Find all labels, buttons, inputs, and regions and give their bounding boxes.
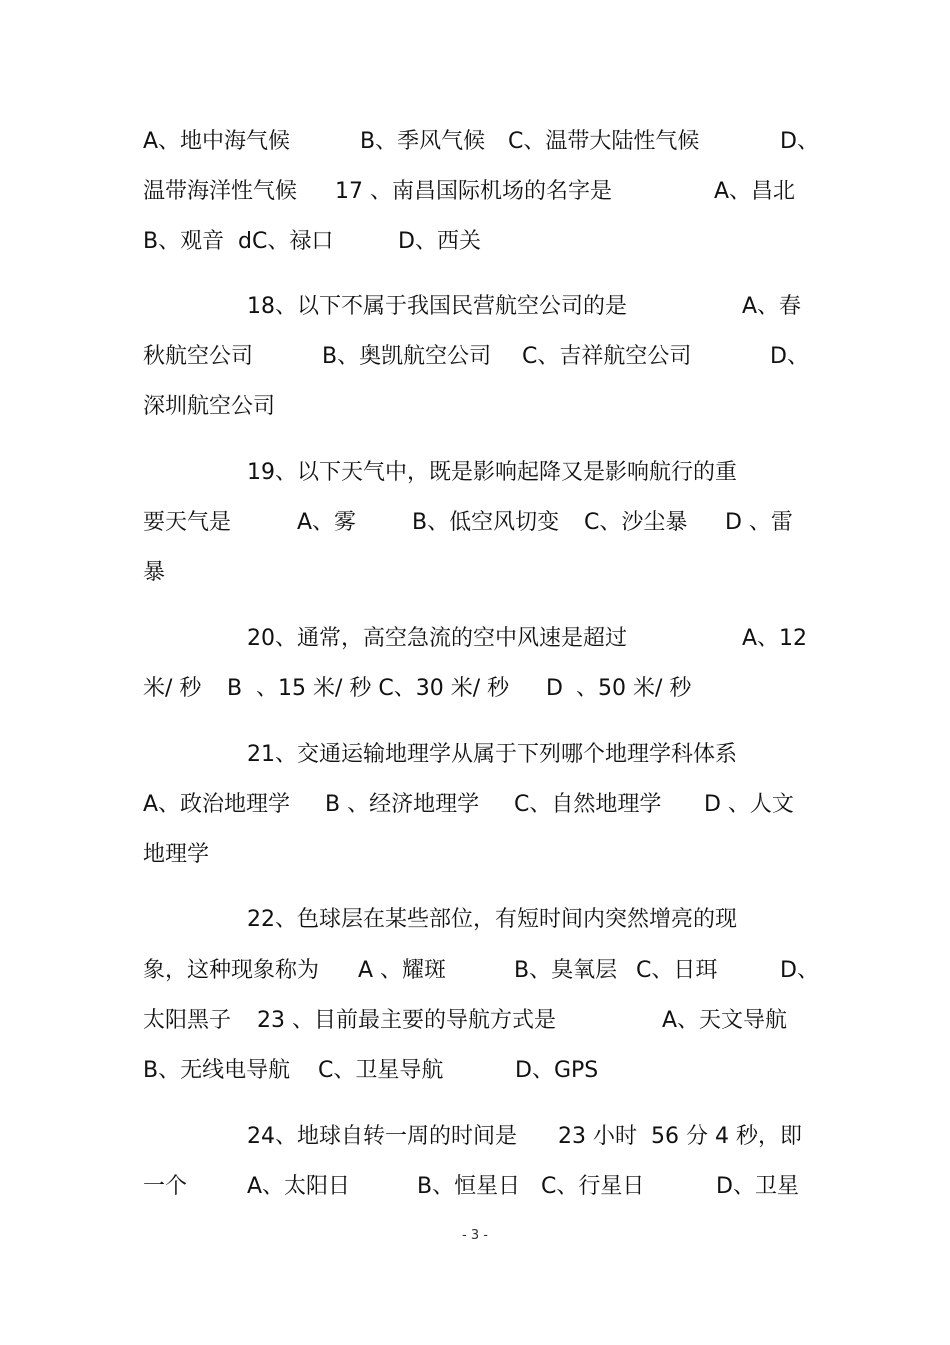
question-24-end: 一个 xyxy=(143,1174,188,1199)
option-d: D、 xyxy=(780,129,819,154)
option-a: A、雾 xyxy=(297,510,357,535)
question-19-cont: 要天气是 xyxy=(143,510,232,535)
option-b: B、恒星日 xyxy=(417,1174,521,1199)
text-line xyxy=(0,903,950,937)
option-d: D、西关 xyxy=(398,229,481,254)
option-b-c: 、15 米/ 秒 C、30 米/ 秒 xyxy=(256,676,510,701)
option-a: A、12 xyxy=(742,626,808,651)
question-18: 18、以下不属于我国民营航空公司的是 xyxy=(247,294,627,319)
text-line xyxy=(0,1120,950,1154)
question-22-cont: 象，这种现象称为 xyxy=(143,958,320,983)
option-d-text: 地理学 xyxy=(143,842,210,867)
option-b: B、奥凯航空公司 xyxy=(322,344,492,369)
option-d: D 、雷 xyxy=(725,510,793,535)
option-c: C、日珥 xyxy=(636,958,718,983)
text-line xyxy=(0,838,950,872)
page-number: - 3 - xyxy=(462,1228,488,1243)
option-d-letter: D xyxy=(546,676,563,701)
option-a: A、昌北 xyxy=(714,179,796,204)
option-b: B、季风气候 xyxy=(360,129,486,154)
option-d: D 、人文 xyxy=(704,792,794,817)
question-24-cont: 23 小时 56 分 4 秒，即 xyxy=(558,1124,802,1149)
text-line xyxy=(0,738,950,772)
text-line xyxy=(0,125,950,159)
option-d-value: 、50 米/ 秒 xyxy=(576,676,692,701)
question-23: 23 、目前最主要的导航方式是 xyxy=(257,1008,556,1033)
option-b: B、无线电导航 xyxy=(143,1058,291,1083)
text-line xyxy=(0,290,950,324)
option-c: C、吉祥航空公司 xyxy=(522,344,692,369)
text-line xyxy=(0,672,950,706)
option-c: C、行星日 xyxy=(541,1174,645,1199)
text-line xyxy=(0,506,950,540)
text-line xyxy=(0,390,950,424)
option-a-unit: 米/ 秒 xyxy=(143,676,202,701)
option-b: B、臭氧层 xyxy=(514,958,618,983)
option-c: dC、禄口 xyxy=(238,229,334,254)
option-a: A、春 xyxy=(742,294,802,319)
text-line xyxy=(0,225,950,259)
text-line xyxy=(0,340,950,374)
option-d-text: 温带海洋性气候 xyxy=(143,179,298,204)
text-line xyxy=(0,1004,950,1038)
option-a: A 、耀斑 xyxy=(358,958,447,983)
question-17: 17 、南昌国际机场的名字是 xyxy=(335,179,612,204)
option-c: C、自然地理学 xyxy=(514,792,662,817)
option-d: D、卫星 xyxy=(716,1174,799,1199)
question-19: 19、以下天气中，既是影响起降又是影响航行的重 xyxy=(247,460,737,485)
question-24: 24、地球自转一周的时间是 xyxy=(247,1124,517,1149)
option-d-text: 太阳黑子 xyxy=(143,1008,232,1033)
option-a-text: 秋航空公司 xyxy=(143,344,254,369)
text-line xyxy=(0,1170,950,1204)
option-d: D、 xyxy=(780,958,819,983)
text-line xyxy=(0,556,950,590)
question-21: 21、交通运输地理学从属于下列哪个地理学科体系 xyxy=(247,742,737,767)
text-line xyxy=(0,788,950,822)
option-a: A、太阳日 xyxy=(247,1174,351,1199)
text-line xyxy=(0,622,950,656)
text-line xyxy=(0,456,950,490)
question-20: 20、通常，高空急流的空中风速是超过 xyxy=(247,626,627,651)
option-b: B、观音 xyxy=(143,229,225,254)
option-b: B、低空风切变 xyxy=(412,510,560,535)
question-22: 22、色球层在某些部位，有短时间内突然增亮的现 xyxy=(247,907,737,932)
option-a: A、地中海气候 xyxy=(143,129,291,154)
option-c: C、温带大陆性气候 xyxy=(508,129,700,154)
option-c: C、沙尘暴 xyxy=(584,510,688,535)
option-d: D、GPS xyxy=(515,1058,599,1083)
option-d-text: 暴 xyxy=(143,560,166,585)
option-a: A、天文导航 xyxy=(662,1008,788,1033)
option-d-text: 深圳航空公司 xyxy=(143,394,276,419)
text-line xyxy=(0,954,950,988)
option-b: B 、经济地理学 xyxy=(325,792,480,817)
option-c: C、卫星导航 xyxy=(318,1058,444,1083)
option-d: D、 xyxy=(770,344,809,369)
option-a: A、政治地理学 xyxy=(143,792,291,817)
text-line xyxy=(0,175,950,209)
option-b-letter: B xyxy=(227,676,243,701)
text-line xyxy=(0,1054,950,1088)
